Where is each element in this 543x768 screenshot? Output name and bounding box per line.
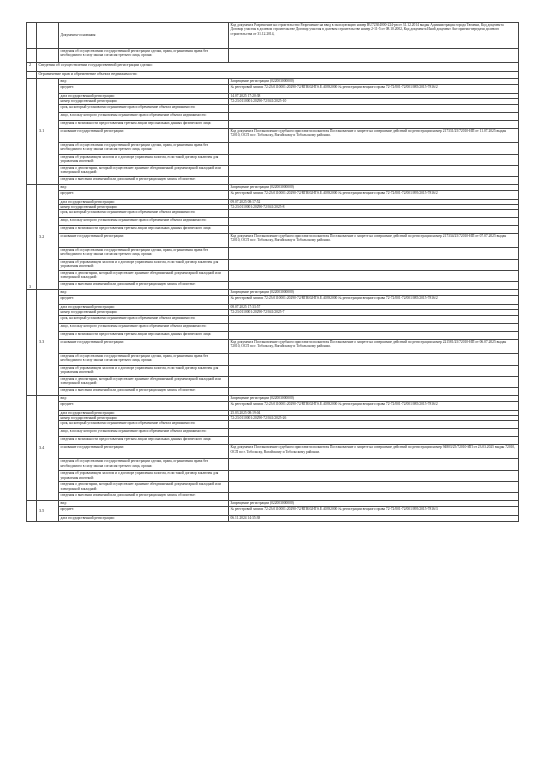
field-label-sogl: сведения об осуществлении государственной регистрации сделки, права, ограничения права без необходимого в силу закона согласия третьего лица, органа: [59, 248, 229, 260]
field-label-vid: вид: [59, 184, 229, 190]
entry-row [27, 226, 519, 234]
field-label-osnov: основание государственной регистрации: [59, 234, 229, 248]
field-value-depoz [229, 271, 519, 282]
entry-row [27, 365, 519, 376]
entry-row [27, 353, 519, 365]
field-value-litso [229, 323, 519, 331]
field-label-depoz: сведения о депозитарии, который осуществляет хранение обездвиженной документарной закладной или электронной закладной: [59, 482, 229, 493]
field-label-srok: срок, на который установлено ограничение прав и обременение объекта недвижимости: [59, 104, 229, 112]
field-label-upr: сведения об управляющем залогом и о договоре управления залогом, если такой договор заключен для управления ипотекой: [59, 154, 229, 165]
field-value-predmet: № реестровой записи 72:23:0110001:20290-72/RTRIGHTS.E.40392000 № регистрации вещного права 72-72/001-72/001/095/2015-7816/3 [229, 507, 519, 516]
entry-number: 3.5 [37, 501, 59, 521]
field-label-osnov: основание государственной регистрации: [59, 445, 229, 459]
entry-number: 3.2 [37, 184, 59, 290]
entry-row [27, 471, 519, 482]
entry-row [27, 120, 519, 128]
blank-cell [27, 23, 37, 49]
field-label-vozm: сведения о возможности предоставления третьим лицам персональных данных физического лица: [59, 331, 229, 339]
entry-row [27, 218, 519, 226]
entry-row [27, 429, 519, 437]
field-value-srok [229, 210, 519, 218]
entry-row [27, 459, 519, 471]
section-3-cell [27, 79, 37, 185]
field-label-depoz: сведения о депозитарии, который осуществляет хранение обездвиженной документарной закладной или электронной закладной: [59, 165, 229, 176]
entry-row [27, 248, 519, 260]
entry-row [27, 296, 519, 305]
field-label-vnes: сведения о внесении изменений или дополнений в регистрационную запись об ипотеке: [59, 176, 229, 184]
entry-row [27, 507, 519, 516]
field-value-srok [229, 104, 519, 112]
field-value-depoz [229, 376, 519, 387]
field-label-upr: сведения об управляющем залогом и о договоре управления залогом, если такой договор заключен для управления ипотекой: [59, 365, 229, 376]
field-label-nomer: номер государственной регистрации: [59, 416, 229, 421]
field-label-vid: вид: [59, 79, 229, 85]
field-label-upr: сведения об управляющем залогом и о договоре управления залогом, если такой договор заключен для управления ипотекой: [59, 260, 229, 271]
field-label-date: дата государственной регистрации: [59, 199, 229, 204]
field-value-sogl [229, 142, 519, 154]
entry-row [27, 331, 519, 339]
entry-row [27, 128, 519, 142]
blank-cell [27, 49, 37, 63]
entry-row [27, 315, 519, 323]
entry-row [27, 482, 519, 493]
entry-row [27, 282, 519, 290]
field-label-depoz: сведения о депозитарии, который осуществляет хранение обездвиженной документарной закладной или электронной закладной: [59, 376, 229, 387]
field-value-vid: Запрещение регистрации (022003000000) [229, 184, 519, 190]
field-value-vnes [229, 282, 519, 290]
field-label-depoz: сведения о депозитарии, который осуществляет хранение обездвиженной документарной закладной или электронной закладной: [59, 271, 229, 282]
field-value-predmet: № реестровой записи 72:23:0110001:20290-72/RTRIGHTS.E.40392000 № регистрации вещного права 72-72/001-72/001/085/2015-7816/2 [229, 85, 519, 94]
consent-value [229, 49, 519, 63]
field-value-vid: Запрещение регистрации (022003000000) [229, 395, 519, 401]
section-3-cell [27, 501, 37, 521]
entry-row [27, 104, 519, 112]
field-label-date: дата государственной регистрации: [59, 410, 229, 415]
entry-row [27, 165, 519, 176]
entry-row [27, 271, 519, 282]
section-number-3-top [27, 72, 37, 79]
field-value-vnes [229, 493, 519, 501]
field-value-nomer: 72:23:0110001:20290-72/041/2025-26 [229, 416, 519, 421]
field-value-sogl [229, 353, 519, 365]
entry-row [27, 437, 519, 445]
field-label-date: дата государственной регистрации: [59, 94, 229, 99]
field-value-osnov: Код документа Постановление судебного пристава-исполнителя Постановление о запрете на совершение действий по регистрации номер 217334/25/72010-ИП от 07.07.2025 выдан 72010, ОСП по г. Тобольску, Вагайскому и Тобольскому районам. [229, 234, 519, 248]
field-label-vnes: сведения о внесении изменений или дополнений в регистрационную запись об ипотеке: [59, 493, 229, 501]
field-value-srok [229, 421, 519, 429]
field-label-vnes: сведения о внесении изменений или дополнений в регистрационную запись об ипотеке: [59, 282, 229, 290]
encumbrance-table [26, 22, 519, 522]
field-value-date: 08.07.2025 17:33:57 [229, 305, 519, 310]
field-value-litso [229, 112, 519, 120]
field-label-srok: срок, на который установлено ограничение прав и обременение объекта недвижимости: [59, 210, 229, 218]
extract-sheet [26, 22, 518, 750]
field-label-litso: лицо, в пользу которого установлены ограничение прав и обременение объекта недвижимости: [59, 218, 229, 226]
field-value-upr [229, 365, 519, 376]
field-value-upr [229, 260, 519, 271]
field-label-vid: вид: [59, 501, 229, 507]
field-label-vozm: сведения о возможности предоставления третьим лицам персональных данных физического лица: [59, 226, 229, 234]
blank-cell [37, 23, 59, 49]
field-label-srok: срок, на который установлено ограничение прав и обременение объекта недвижимости: [59, 315, 229, 323]
field-label-date: дата государственной регистрации: [59, 305, 229, 310]
field-label-litso: лицо, в пользу которого установлены ограничение прав и обременение объекта недвижимости: [59, 112, 229, 120]
entry-row [27, 445, 519, 459]
field-label-predmet: предмет: [59, 296, 229, 305]
entry-row [27, 401, 519, 410]
field-value-nomer: 72:23:0110001:20290-72/041/2025-10 [229, 99, 519, 104]
entry-row [27, 234, 519, 248]
field-value-vozm [229, 331, 519, 339]
field-value-litso [229, 429, 519, 437]
field-value-depoz [229, 482, 519, 493]
section-number: 2 [27, 63, 37, 72]
field-label-osnov: основание государственной регистрации: [59, 128, 229, 142]
section-3-cell [27, 395, 37, 501]
section-3-title: Ограничение прав и обременение объекта недвижимости: [37, 72, 519, 79]
field-value-litso [229, 218, 519, 226]
field-label-predmet: предмет: [59, 85, 229, 94]
field-label-predmet: предмет: [59, 190, 229, 199]
entry-row [27, 260, 519, 271]
entry-number: 3.4 [37, 395, 59, 501]
field-label-upr: сведения об управляющем залогом и о договоре управления залогом, если такой договор заключен для управления ипотекой: [59, 471, 229, 482]
entry-row [27, 112, 519, 120]
consent-label: сведения об осуществлении государственной регистрации сделки, права, ограничения права без необходимого в силу закона согласия третьего лица, органа: [59, 49, 229, 63]
field-label-predmet: предмет: [59, 401, 229, 410]
field-value-sogl [229, 459, 519, 471]
field-label-vozm: сведения о возможности предоставления третьим лицам персональных данных физического лица: [59, 120, 229, 128]
entry-row [27, 339, 519, 353]
field-value-predmet: № реестровой записи 72:23:0110001:20290-72/RTRIGHTS.E.40392000 № регистрации вещного права 72-72/001-72/001/095/2015-7816/2 [229, 190, 519, 199]
field-label-sogl: сведения об осуществлении государственной регистрации сделки, права, ограничения права без необходимого в силу закона согласия третьего лица, органа: [59, 459, 229, 471]
field-value-upr [229, 154, 519, 165]
field-value-vozm [229, 226, 519, 234]
field-label-srok: срок, на который установлено ограничение прав и обременение объекта недвижимости: [59, 421, 229, 429]
field-value-vnes [229, 387, 519, 395]
entry-number: 3.3 [37, 290, 59, 396]
field-value-vozm [229, 437, 519, 445]
field-label-litso: лицо, в пользу которого установлены ограничение прав и обременение объекта недвижимости: [59, 429, 229, 437]
field-value-date: 09.07.2025 08:17:52 [229, 199, 519, 204]
field-value-date: 06.11.2024 14:35:38 [229, 516, 519, 521]
entry-row [27, 85, 519, 94]
documents-basis-value: Код документа Разрешение на строительство Разрешение на ввод в эксплуатацию номер RU72304000-224-рв от 31.12.2014 выдан Администрация города Тюмени, Код документа Договор участия в долевом строительстве Договор участия в долевом строительстве номер 2-11-5 от 08.10.2002, Код документа Иной документ Акт приема-передачи долевого строительства от 31.12.2014, [229, 23, 519, 49]
field-value-date: 14.07.2025 17:20:38 [229, 94, 519, 99]
field-value-nomer: 72:23:0110001:20290-72/041/2025-8 [229, 204, 519, 209]
field-value-sogl [229, 248, 519, 260]
field-label-date: дата государственной регистрации: [59, 516, 229, 521]
field-value-osnov: Код документа Постановление судебного пристава-исполнителя Постановление о запрете на совершение действий по регистрации номер 221581/25/72010-ИП от 06.07.2025 выдан 72010, ОСП по г. Тобольску, Вагайскому и Тобольскому районам. [229, 339, 519, 353]
field-value-upr [229, 471, 519, 482]
field-value-srok [229, 315, 519, 323]
field-label-nomer: номер государственной регистрации: [59, 310, 229, 315]
entry-row [27, 493, 519, 501]
section-2-title: Сведения об осуществлении государственной регистрации сделки: [37, 63, 519, 72]
entry-row [27, 376, 519, 387]
field-label-nomer: номер государственной регистрации: [59, 204, 229, 209]
entry-row [27, 190, 519, 199]
field-label-osnov: основание государственной регистрации: [59, 339, 229, 353]
field-value-nomer: 72:23:0110001:20290-72/041/2025-7 [229, 310, 519, 315]
field-label-vozm: сведения о возможности предоставления третьим лицам персональных данных физического лица: [59, 437, 229, 445]
field-value-osnov: Код документа Постановление судебного пристава-исполнителя Постановление о запрете на совершение действий по регистрации номер 94803/25/72010-ИП от 23.03.2025 выдан 72010, ОСП по г. Тобольску, Вагайскому и Тобольскому районам. [229, 445, 519, 459]
entry-row [27, 323, 519, 331]
section-3-cell: 3 [27, 184, 37, 290]
entry-row [27, 387, 519, 395]
field-value-date: 25.03.2025 08:19:04 [229, 410, 519, 415]
field-label-nomer: номер государственной регистрации: [59, 99, 229, 104]
field-value-vnes [229, 176, 519, 184]
entry-row [27, 516, 519, 521]
documents-basis-label: Документы-основания: [59, 23, 229, 49]
field-label-litso: лицо, в пользу которого установлены ограничение прав и обременение объекта недвижимости: [59, 323, 229, 331]
field-value-predmet: № реестровой записи 72:23:0110001:20290-72/RTRIGHTS.E.40392000 № регистрации вещного права 72-72/001-72/001/085/2015-7816/2 [229, 296, 519, 305]
field-label-predmet: предмет: [59, 507, 229, 516]
field-value-vid: Запрещение регистрации (022003000000) [229, 501, 519, 507]
blank-cell [37, 49, 59, 63]
field-label-vid: вид: [59, 290, 229, 296]
entry-row [27, 176, 519, 184]
section-3-cell [27, 290, 37, 396]
field-value-vozm [229, 120, 519, 128]
field-value-vid: Запрещение регистрации (022003000000) [229, 290, 519, 296]
field-label-vnes: сведения о внесении изменений или дополнений в регистрационную запись об ипотеке: [59, 387, 229, 395]
field-value-predmet: № реестровой записи 72:23:0110001:20290-72/RTRIGHTS.E.40392000 № регистрации вещного права 72-72/001-72/001/085/2015-7816/2 [229, 401, 519, 410]
entry-row [27, 154, 519, 165]
entry-number: 3.1 [37, 79, 59, 185]
field-value-vid: Запрещение регистрации (022003000000) [229, 79, 519, 85]
entry-row [27, 421, 519, 429]
field-label-vid: вид: [59, 395, 229, 401]
entry-row [27, 142, 519, 154]
field-label-sogl: сведения об осуществлении государственной регистрации сделки, права, ограничения права без необходимого в силу закона согласия третьего лица, органа: [59, 353, 229, 365]
field-value-depoz [229, 165, 519, 176]
field-value-osnov: Код документа Постановление судебного пристава-исполнителя Постановление о запрете на совершение действий по регистрации номер 217331/25/72010-ИП от 11.07.2025 выдан 72010, ОСП по г. Тобольску, Вагайскому и Тобольскому районам. [229, 128, 519, 142]
field-label-sogl: сведения об осуществлении государственной регистрации сделки, права, ограничения права без необходимого в силу закона согласия третьего лица, органа: [59, 142, 229, 154]
entry-row [27, 210, 519, 218]
